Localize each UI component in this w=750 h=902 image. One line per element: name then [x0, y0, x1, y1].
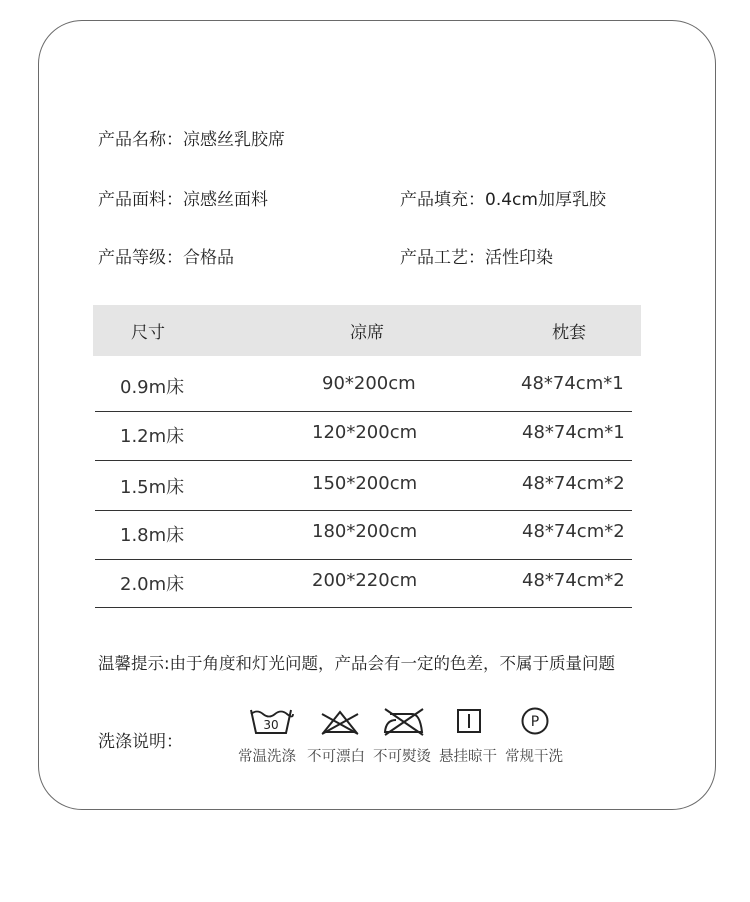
cell-size: 1.2m床	[120, 426, 185, 447]
washing-label: 洗涤说明：	[98, 732, 183, 752]
product-filling: 产品填充：0.4cm加厚乳胶	[400, 190, 606, 210]
product-grade: 产品等级：合格品	[98, 248, 234, 268]
caption-no-iron: 不可熨烫	[373, 749, 431, 765]
cell-mat: 150*200cm	[312, 473, 418, 494]
caption-wash: 常温洗涤	[238, 749, 296, 765]
cell-pillowcase: 48*74cm*2	[522, 521, 625, 542]
dry-clean-icon	[520, 706, 550, 736]
cell-mat: 200*220cm	[312, 570, 418, 591]
wash-30-icon	[248, 706, 294, 736]
cell-pillowcase: 48*74cm*1	[522, 422, 625, 443]
cell-pillowcase: 48*74cm*2	[522, 473, 625, 494]
cell-size: 0.9m床	[120, 377, 185, 398]
cell-size: 1.5m床	[120, 477, 185, 498]
cell-mat: 180*200cm	[312, 521, 418, 542]
cell-pillowcase: 48*74cm*1	[521, 373, 624, 394]
caption-no-bleach: 不可漂白	[307, 749, 365, 765]
header-mat: 凉席	[350, 323, 384, 343]
hang-dry-icon	[456, 708, 482, 734]
table-row	[95, 411, 632, 461]
table-row	[95, 461, 632, 511]
dry-clean-letter: P	[530, 714, 540, 730]
header-pillowcase: 枕套	[552, 323, 586, 343]
header-size: 尺寸	[131, 323, 165, 343]
wash-temp-label: 30	[263, 718, 279, 732]
table-row	[95, 558, 632, 608]
color-difference-note: 温馨提示:由于角度和灯光问题，产品会有一定的色差，不属于质量问题	[98, 654, 616, 673]
cell-pillowcase: 48*74cm*2	[522, 570, 625, 591]
product-process: 产品工艺：活性印染	[400, 248, 553, 268]
cell-mat: 120*200cm	[312, 422, 418, 443]
caption-hang-dry: 悬挂晾干	[439, 749, 497, 765]
no-bleach-icon	[318, 708, 362, 736]
cell-mat: 90*200cm	[322, 373, 416, 394]
table-row	[95, 362, 632, 412]
cell-size: 2.0m床	[120, 574, 185, 595]
cell-size: 1.8m床	[120, 525, 185, 546]
caption-dry-clean: 常规干洗	[505, 749, 563, 765]
table-row	[95, 510, 632, 560]
product-name: 产品名称：凉感丝乳胶席	[98, 130, 285, 150]
no-iron-icon	[382, 706, 426, 736]
product-fabric: 产品面料：凉感丝面料	[98, 190, 268, 210]
size-table	[93, 305, 641, 595]
table-header	[93, 305, 641, 356]
